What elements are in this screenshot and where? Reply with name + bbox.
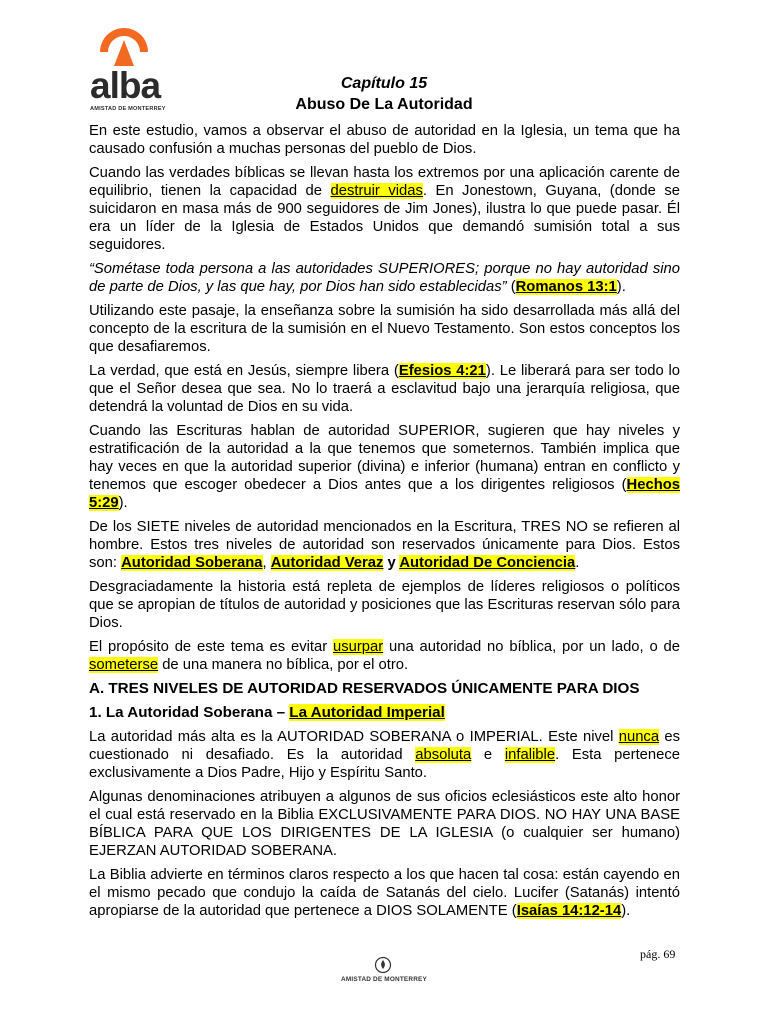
paragraph-historia: Desgraciadamente la historia está repleta de ejemplos de líderes religiosos o políticos que se apropian de títulos de autoridad y posiciones que las Escrituras reservan sólo para Dios.: [89, 579, 680, 631]
paragraph-scripture-quote: [89, 260, 680, 296]
text-run: 1. La Autoridad Soberana –: [89, 704, 290, 721]
text-run: . En Jonestown, Guyana, (donde se suicidaron en masa más de 900 seguidores de Jim Jones), ilustra lo que puede pasar. Él era un líder de la Iglesia de Estados Unidos que demandó sumisión total a sus seguidores.: [89, 183, 680, 253]
scripture-ref-hechos: Hechos 5:29: [89, 477, 680, 511]
logo-wordmark: alba: [90, 65, 161, 106]
alba-flame-circle-icon: [374, 956, 392, 974]
text-run: ).: [616, 279, 626, 295]
alba-logo: [84, 18, 184, 114]
text-run: (: [506, 279, 516, 295]
logo-tagline: AMISTAD DE MONTERREY: [90, 106, 166, 112]
highlight-usurpar: usurpar: [332, 639, 384, 655]
paragraph-jonestown: [89, 164, 680, 254]
highlight-autoridad-soberana: Autoridad Soberana: [121, 555, 263, 571]
document-body: [89, 122, 680, 926]
alba-arc-triangle-icon: [94, 22, 154, 70]
text-run: .: [575, 555, 580, 571]
text-run: Cuando las verdades bíblicas se llevan hasta los extremos por una aplicación carente de equilibrio, tienen la capacidad de: [89, 165, 680, 199]
text-run: La autoridad más alta es la AUTORIDAD SOBERANA o IMPERIAL. Este nivel: [89, 729, 619, 745]
scripture-ref-efesios: Efesios 4:21: [398, 363, 486, 379]
paragraph-biblia-advierte: [89, 866, 680, 920]
chapter-heading: Capítulo 15: [340, 75, 428, 92]
scripture-ref-isaias: Isaías 14:12-14: [516, 903, 622, 919]
highlight-autoridad-veraz: Autoridad Veraz: [270, 555, 384, 571]
paragraph-autoridad-soberana: [89, 728, 680, 782]
paragraph-verdad: [89, 362, 680, 416]
text-run: de una manera no bíblica, por el otro.: [158, 657, 409, 673]
text-run: ). Le liberará para ser todo lo que el Señor desea que sea. No lo traerá a esclavitud bajo una jerarquía religiosa, que detendrá la voluntad de Dios en su vida.: [89, 363, 681, 415]
highlight-nunca: nunca: [618, 729, 660, 745]
text-run: La verdad, que está en Jesús, siempre libera (: [89, 363, 399, 379]
text-run: . Esta pertenece exclusivamente a Dios Padre, Hijo y Espíritu Santo.: [89, 747, 680, 781]
text-run: una autoridad no bíblica, por un lado, o de: [383, 639, 680, 655]
highlight-absoluta: absoluta: [415, 747, 472, 763]
text-run: La Biblia advierte en términos claros respecto a los que hacen tal cosa: están cayendo en el mismo pecado que condujo la caída de Satanás del cielo. Lucifer (Satanás) intentó apropiarse de la autoridad que pertenece a DIOS SOLAMENTE (: [89, 867, 680, 919]
text-run: ).: [118, 495, 128, 511]
highlight-autoridad-conciencia: Autoridad De Conciencia: [399, 555, 576, 571]
highlight-someterse: someterse: [89, 657, 159, 673]
chapter-title: Abuso De La Autoridad: [295, 96, 473, 113]
paragraph-siete-niveles: [89, 518, 680, 572]
text-run: e: [471, 747, 505, 763]
scripture-ref-romanos: Romanos 13:1: [515, 279, 617, 295]
paragraph-autoridad-superior: [89, 422, 680, 512]
highlight-destruir-vidas: destruir vidas: [330, 183, 423, 199]
text-run: De los SIETE niveles de autoridad mencionados en la Escritura, TRES NO se refieren al hombre. Estos tres niveles de autoridad son reservados únicamente para Dios. Estos son:: [89, 519, 680, 571]
paragraph-pasaje: Utilizando este pasaje, la enseñanza sobre la sumisión ha sido desarrollada más allá del concepto de la escritura de la sumisión en el Nuevo Testamento. Son estos conceptos los que desafiaremos.: [89, 303, 680, 355]
text-run: es cuestionado ni desafiado. Es la autoridad: [89, 729, 680, 763]
section-heading-a: A. TRES NIVELES DE AUTORIDAD RESERVADOS ÚNICAMENTE PARA DIOS: [89, 680, 640, 697]
highlight-autoridad-imperial: La Autoridad Imperial: [289, 704, 445, 721]
paragraph-proposito: [89, 638, 680, 674]
quote-text: “Sométase toda persona a las autoridades SUPERIORES; porque no hay autoridad sino de parte de Dios, y las que hay, por Dios han sido establecidas”: [89, 261, 680, 295]
highlight-infalible: infalible: [504, 747, 556, 763]
text-run: y: [383, 555, 400, 571]
text-run: ).: [621, 903, 631, 919]
subsection-heading-1: [89, 704, 680, 722]
paragraph-intro: En este estudio, vamos a observar el abuso de autoridad en la Iglesia, un tema que ha causado confusión a muchas personas del pueblo de Dios.: [89, 123, 680, 157]
footer-tagline: AMISTAD DE MONTERREY: [341, 976, 427, 983]
text-run: ,: [262, 555, 271, 571]
text-run: El propósito de este tema es evitar: [89, 639, 333, 655]
page-number: pág. 69: [640, 947, 676, 961]
text-run: Cuando las Escrituras hablan de autoridad SUPERIOR, sugieren que hay niveles y estratificación de la autoridad a la que tenemos que someternos. También implica que hay veces en que la autoridad superior (divina) e inferior (humana) entran en conflicto y tenemos que escoger obedecer a Dios antes que a los dirigentes religiosos (: [89, 423, 680, 493]
paragraph-denominaciones: Algunas denominaciones atribuyen a algunos de sus oficios eclesiásticos este alto honor el cual está reservado en la Biblia EXCLUSIVAMENTE PARA DIOS. NO HAY UNA BASE BÍBLICA PARA QUE LOS DIRIGENTES DE LA IGLESIA (o cualquier ser humano) EJERZAN AUTORIDAD SOBERANA.: [89, 789, 680, 859]
